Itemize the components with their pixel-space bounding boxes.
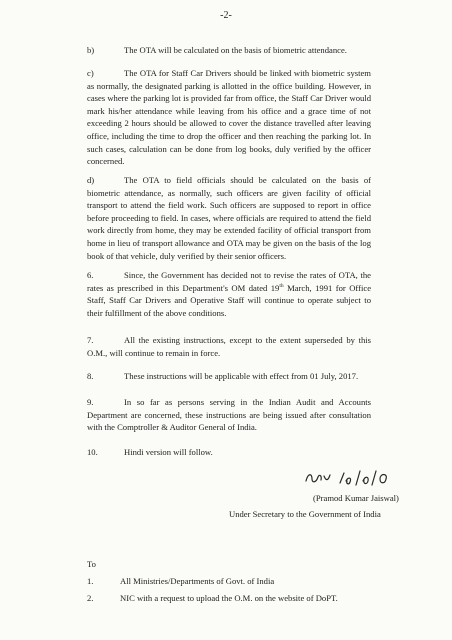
para-b [87,44,371,57]
para-number: d) [87,175,95,185]
handwritten-signature [300,467,396,489]
para-number: 6. [87,270,94,280]
recipient-text: NIC with a request to upload the O.M. on the website of DoPT. [120,593,338,603]
para-text: All the existing instructions, except to the extent superseded by this O.M., will continue to remain in force. [87,335,371,358]
to-label: To [87,559,96,569]
para-7 [87,334,371,359]
signatory-name: (Pramod Kumar Jaiswal) [313,493,399,503]
para-text-after: March, 1991 for Office Staff, Staff Car Drivers and Operative Staff will continue to operate subject to their fulfillment of the above conditions. [87,282,372,318]
para-text: These instructions will be applicable with effect from 01 July, 2017. [124,371,359,381]
para-text: The OTA for Staff Car Drivers should be linked with biometric system as normally, the designated parking is allotted in the office building. However, in cases where the parking lot is provided far from office, the Staff Car Driver would mark his/her attendance while leaving from his office and a grace time of not exceeding 2 hours should be allowed to cover the distance travelled after leaving office, including the time to drop the officer and then reaching the parking lot. In such cases, calculation can be done from log books, duly verified by the officer concerned. [87,68,371,167]
para-number: 7. [87,335,94,345]
para-number: 9. [87,397,94,407]
recipient-item [87,593,338,603]
para-10 [87,446,371,459]
recipient-number: 1. [87,576,94,586]
para-9 [87,396,371,434]
recipient-number: 2. [87,593,94,603]
para-text: Hindi version will follow. [124,447,213,457]
signatory-designation: Under Secretary to the Government of India [229,509,381,519]
para-text-before: Since, the Government has decided not to revise the rates of OTA, the rates as prescribed in this Department's OM dated 19 [87,270,371,293]
para-superscript: th [279,282,284,289]
para-text: The OTA to field officials should be calculated on the basis of biometric attendance, as normally, such officers are given facility of official transport to attend the field work. Such officers are supposed to report in office before proceeding to field. In cases, where officials are required to attend the field work directly from home, they may be extended facility of official transport from home in lieu of transport allowance and OTA may be given on the basis of the log book of that vehicle, duly verified by their senior officers. [87,175,371,261]
para-number: c) [87,68,94,78]
page-number: -2- [220,10,232,21]
para-8 [87,370,371,383]
para-number: 10. [87,447,98,457]
recipient-item [87,576,274,586]
para-text: The OTA will be calculated on the basis of biometric attendance. [124,45,347,55]
para-number: 8. [87,371,94,381]
para-text: In so far as persons serving in the Indian Audit and Accounts Department are concerned, these instructions are being issued after consultation with the Comptroller & Auditor General of India. [87,397,371,433]
para-d [87,174,371,262]
para-number: b) [87,45,95,55]
recipient-text: All Ministries/Departments of Govt. of India [120,576,275,586]
para-c [87,67,371,168]
para-6 [87,269,371,319]
